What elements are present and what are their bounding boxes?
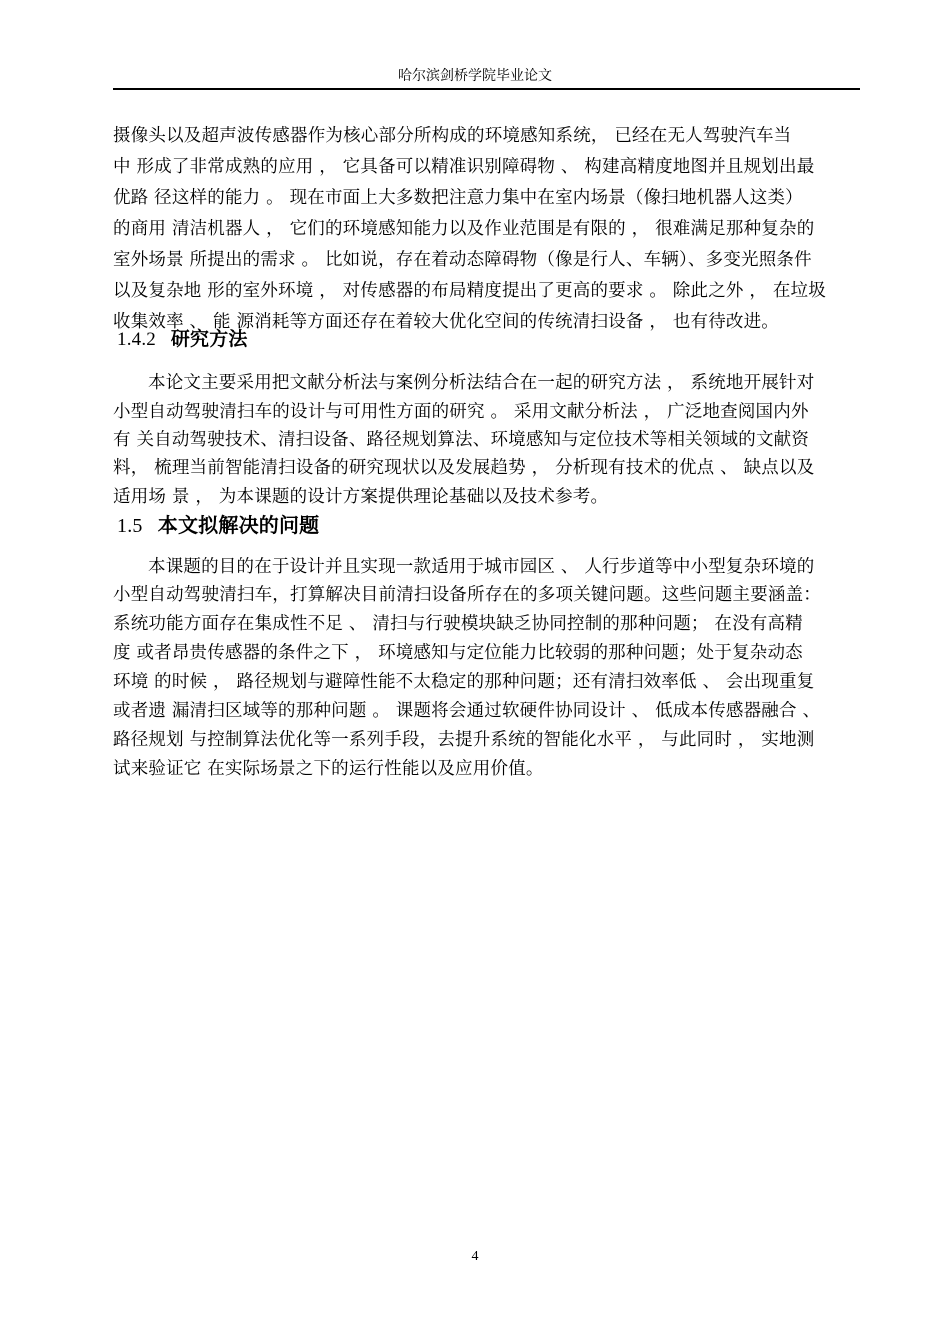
paragraph-line: 收集效率 、 能 源消耗等方面还存在着较大优化空间的传统清扫设备 ， 也有待改进。 <box>113 312 780 332</box>
paragraph-line: 料， 梳理当前智能清扫设备的研究现状以及发展趋势 ， 分析现有技术的优点 、 缺点以及 <box>113 458 815 478</box>
paragraph-line: 或者遗 漏清扫区域等的那种问题 。 课题将会通过软硬件协同设计 、 低成本传感器融合 、 <box>113 701 821 721</box>
paragraph-line: 系统功能方面存在集成性不足 、 清扫与行驶模块缺乏协同控制的那种问题； 在没有高精 <box>113 614 803 634</box>
paragraph-line: 以及复杂地 形的室外环境 ， 对传感器的布局精度提出了更高的要求 。 除此之外 ， 在垃圾 <box>113 281 826 301</box>
paragraph-line: 的商用 清洁机器人 ， 它们的环境感知能力以及作业范围是有限的 ， 很难满足那种复杂的 <box>113 219 815 239</box>
paragraph-line: 摄像头以及超声波传感器作为核心部分所构成的环境感知系统， 已经在无人驾驶汽车当 <box>113 126 792 146</box>
paragraph-line: 本课题的目的在于设计并且实现一款适用于城市园区 、 人行步道等中小型复杂环境的 <box>148 557 815 577</box>
paragraph-line: 有 关自动驾驶技术、清扫设备、路径规划算法、环境感知与定位技术等相关领域的文献资 <box>113 430 810 450</box>
paragraph-line: 小型自动驾驶清扫车的设计与可用性方面的研究 。 采用文献分析法 ， 广泛地查阅国内外 <box>113 402 809 422</box>
paragraph-line: 适用场 景 ， 为本课题的设计方案提供理论基础以及技术参考。 <box>113 487 609 507</box>
paragraph-line: 路径规划 与控制算法优化等一系列手段，去提升系统的智能化水平 ， 与此同时 ， 实地测 <box>113 730 815 750</box>
page-number: 4 <box>471 1249 479 1264</box>
section-number: 1.5 <box>117 515 143 537</box>
header-rule <box>113 88 860 90</box>
paragraph-line: 本论文主要采用把文献分析法与案例分析法结合在一起的研究方法 ， 系统地开展针对 <box>148 373 815 393</box>
running-header-title: 哈尔滨剑桥学院毕业论文 <box>398 68 552 84</box>
paragraph-line: 小型自动驾驶清扫车，打算解决目前清扫设备所存在的多项关键问题。这些问题主要涵盖： <box>113 585 821 605</box>
paragraph-line: 度 或者昂贵传感器的条件之下 ， 环境感知与定位能力比较弱的那种问题；处于复杂动态 <box>113 643 803 663</box>
section-title: 研究方法 <box>170 328 248 350</box>
section-heading-1-5 <box>117 513 867 538</box>
paragraph-line: 中 形成了非常成熟的应用 ， 它具备可以精准识别障碍物 、 构建高精度地图并且规划出最 <box>113 157 815 177</box>
section-number: 1.4.2 <box>117 329 156 350</box>
section-heading-1-4-2 <box>117 327 867 352</box>
paragraph-line: 室外场景 所提出的需求 。 比如说，存在着动态障碍物（像是行人、车辆）、多变光照条件 <box>113 250 812 270</box>
paragraph-line: 环境 的时候 ， 路径规划与避障性能不太稳定的那种问题；还有清扫效率低 、 会出现重复 <box>113 672 815 692</box>
section-title: 本文拟解决的问题 <box>157 513 320 537</box>
paragraph-line: 试来验证它 在实际场景之下的运行性能以及应用价值。 <box>113 759 544 779</box>
paragraph-line: 优路 径这样的能力 。 现在市面上大多数把注意力集中在室内场景（像扫地机器人这类） <box>113 188 803 208</box>
